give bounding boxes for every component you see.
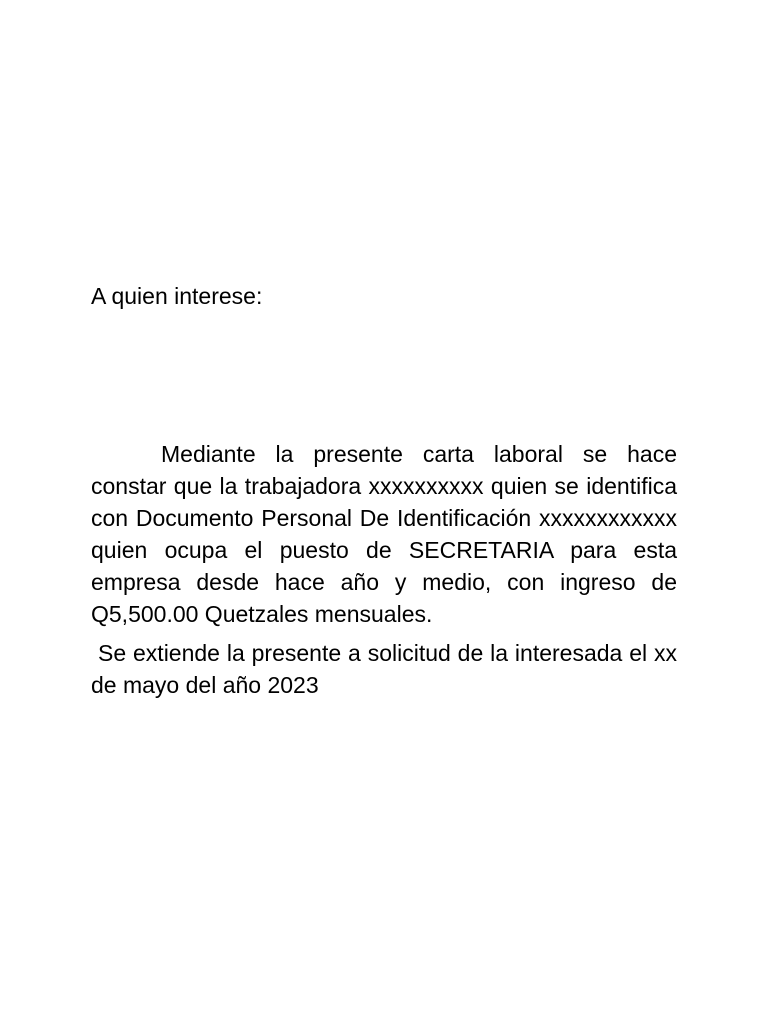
closing-paragraph: Se extiende la presente a solicitud de la interesada el xx de mayo del año 2023 bbox=[91, 640, 677, 698]
letter-body bbox=[91, 438, 677, 701]
salutation: A quien interese: bbox=[91, 283, 263, 309]
employment-paragraph: Mediante la presente carta laboral se hace constar que la trabajadora xxxxxxxxxx quien se identifica con Documento Personal De Identificación xxxxxxxxxxxx quien ocupa el puesto de SECRETARIA para esta empresa desde hace año y medio, con ingreso de Q5,500.00 Quetzales mensuales. bbox=[91, 441, 677, 627]
